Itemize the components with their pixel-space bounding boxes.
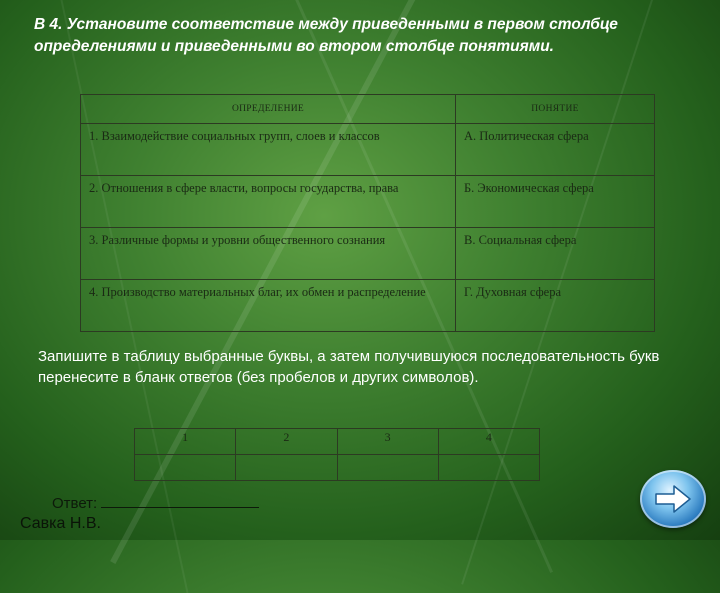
header-concept: ПОНЯТИЕ <box>456 95 655 124</box>
table-row <box>81 280 655 332</box>
definition-cell: 3. Различные формы и уровни общественного сознания <box>81 228 456 280</box>
author-name: Савка Н.В. <box>20 515 101 532</box>
task-heading: В 4. Установите соответствие между приведенными в первом столбце определениями и приведенными во втором столбце понятиями. <box>34 16 618 55</box>
answer-column-label: 2 <box>236 429 337 455</box>
concept-cell: В. Социальная сфера <box>456 228 655 280</box>
answer-grid <box>134 428 540 481</box>
header-definition: ОПРЕДЕЛЕНИЕ <box>81 95 456 124</box>
next-slide-button[interactable] <box>640 470 706 528</box>
matching-table <box>80 94 655 332</box>
answer-cell[interactable] <box>337 455 438 481</box>
answer-cell[interactable] <box>135 455 236 481</box>
concept-cell: А. Политическая сфера <box>456 124 655 176</box>
table-row <box>81 124 655 176</box>
table-row <box>81 228 655 280</box>
answer-blank[interactable] <box>101 493 259 508</box>
answer-column-label: 3 <box>337 429 438 455</box>
table-header-row <box>81 95 655 124</box>
answer-label: Ответ: <box>52 495 98 512</box>
answer-cell[interactable] <box>438 455 539 481</box>
answer-grid-input-row <box>135 455 540 481</box>
answer-grid-header-row <box>135 429 540 455</box>
definition-cell: 4. Производство материальных благ, их обмен и распределение <box>81 280 456 332</box>
concept-cell: Б. Экономическая сфера <box>456 176 655 228</box>
definition-cell: 1. Взаимодействие социальных групп, слоев и классов <box>81 124 456 176</box>
instructions-text: Запишите в таблицу выбранные буквы, а затем получившуюся последовательность букв перенесите в бланк ответов (без пробелов и других символов). <box>38 348 660 386</box>
definition-cell: 2. Отношения в сфере власти, вопросы государства, права <box>81 176 456 228</box>
answer-line <box>52 493 259 512</box>
answer-column-label: 1 <box>135 429 236 455</box>
answer-column-label: 4 <box>438 429 539 455</box>
table-row <box>81 176 655 228</box>
concept-cell: Г. Духовная сфера <box>456 280 655 332</box>
answer-cell[interactable] <box>236 455 337 481</box>
arrow-right-icon <box>653 483 693 515</box>
